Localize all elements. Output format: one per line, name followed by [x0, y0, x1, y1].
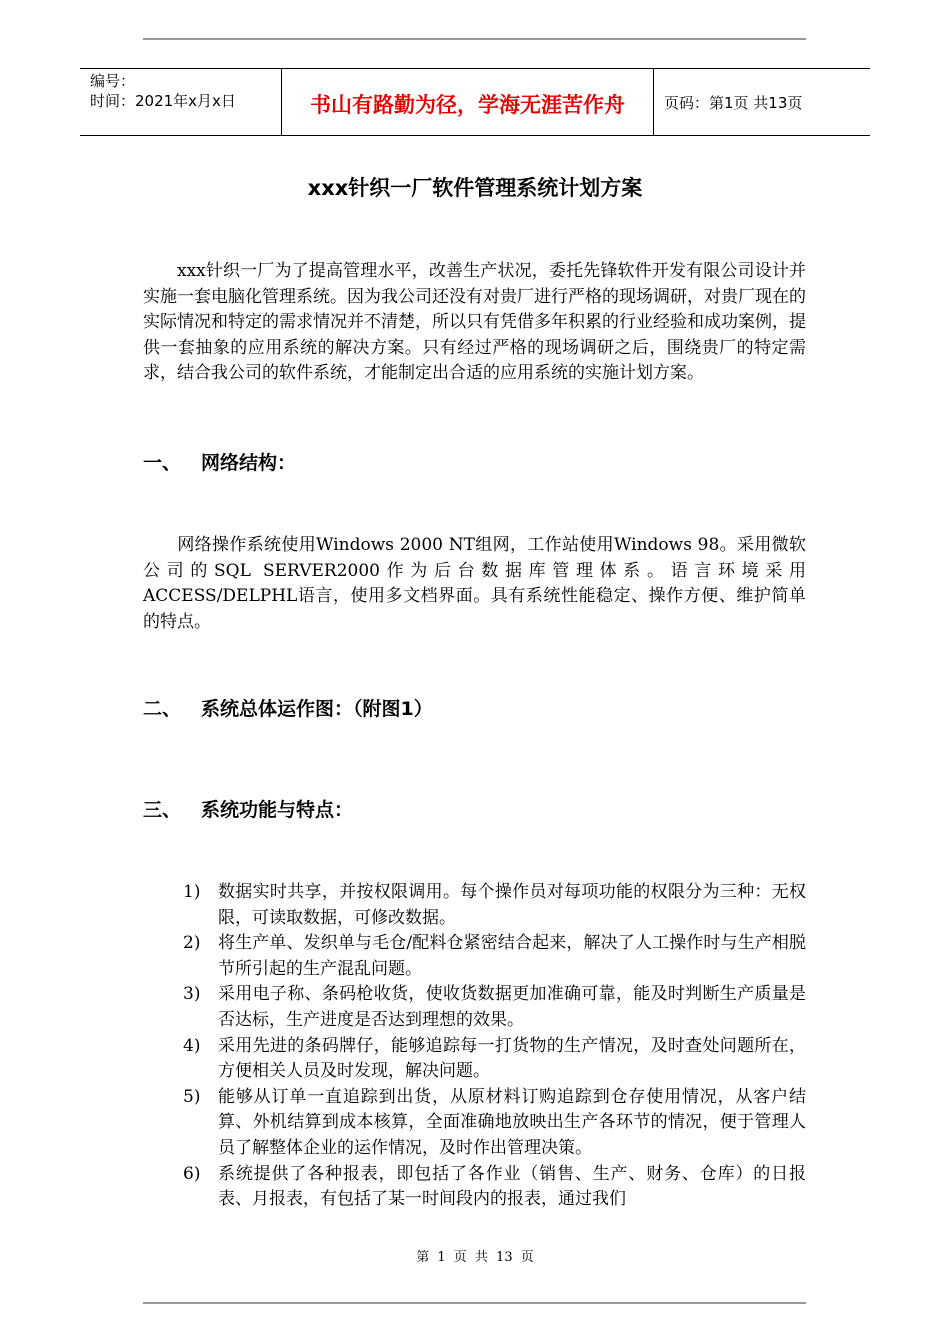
list-item-text: 系统提供了各种报表，即包括了各作业（销售、生产、财务、仓库）的日报表、月报表，有包括了某一时间段内的报表，通过我们: [218, 1163, 806, 1210]
section-title: 网络结构：: [201, 452, 297, 474]
list-item: [143, 1085, 806, 1162]
section-heading-overview: [143, 694, 433, 721]
header-motto-cell: [282, 69, 654, 135]
list-item-number: 2): [183, 933, 201, 954]
feature-list: [143, 880, 806, 1213]
section-title: 系统总体运作图：（附图1）: [201, 698, 433, 720]
header-page-cell: [654, 69, 870, 135]
section-number: 一、: [143, 452, 182, 474]
intro-text: xxx针织一厂为了提高管理水平，改善生产状况，委托先锋软件开发有限公司设计并实施一套电脑化管理系统。因为我公司还没有对贵厂进行严格的现场调研，对贵厂现在的实际情况和特定的需求情况并不清楚，所以只有凭借多年积累的行业经验和成功案例，提供一套抽象的应用系统的解决方案。只有经过严格的现场调研之后，围绕贵厂的特定需求，结合我公司的软件系统，才能制定出合适的应用系统的实施计划方案。: [143, 261, 806, 384]
bottom-rule: [143, 1302, 806, 1304]
header-table: [80, 68, 870, 136]
section-heading-network: [143, 448, 296, 475]
network-text: 网络操作系统使用Windows 2000 NT组网，工作站使用Windows 98。采用微软公司的SQL SERVER2000作为后台数据库管理体系。语言环境采用ACCESS/DELPHL语言，使用多文档界面。具有系统性能稳定、操作方便、维护简单的特点。: [143, 535, 806, 632]
list-item: [143, 982, 806, 1033]
document-title: xxx针织一厂软件管理系统计划方案: [307, 176, 643, 200]
network-paragraph: [143, 533, 806, 635]
section-title: 系统功能与特点：: [201, 799, 354, 821]
section-number: 二、: [143, 698, 182, 720]
time-label: 时间：2021年x月x日: [90, 92, 236, 110]
list-item-number: 5): [183, 1086, 201, 1107]
list-item-number: 3): [183, 984, 201, 1005]
list-item: [143, 1162, 806, 1213]
list-item-number: 6): [183, 1163, 201, 1184]
page-footer: 第 1 页 共 13 页: [416, 1250, 534, 1265]
list-item-number: 4): [183, 1035, 201, 1056]
list-item-text: 将生产单、发织单与毛仓/配料仓紧密结合起来，解决了人工操作时与生产相脱节所引起的生产混乱问题。: [218, 933, 806, 979]
list-item-text: 采用先进的条码牌仔，能够追踪每一打货物的生产情况，及时查处问题所在，方便相关人员及时发现，解决问题。: [218, 1035, 806, 1082]
serial-label: 编号：: [90, 72, 136, 90]
list-item-text: 数据实时共享，并按权限调用。每个操作员对每项功能的权限分为三种：无权限，可读取数据，可修改数据。: [218, 882, 806, 928]
header-meta-cell: [80, 69, 282, 135]
intro-paragraph: [143, 259, 806, 387]
list-item: [143, 931, 806, 982]
list-item-number: 1): [183, 882, 201, 902]
page-info: 页码：第1页 共13页: [664, 93, 803, 112]
list-item-text: 采用电子称、条码枪收货，使收货数据更加准确可靠，能及时判断生产质量是否达标，生产进度是否达到理想的效果。: [218, 984, 806, 1030]
top-rule: [143, 38, 806, 40]
section-number: 三、: [143, 799, 182, 821]
list-item: [143, 1034, 806, 1085]
motto: 书山有路勤为径，学海无涯苦作舟: [310, 92, 625, 117]
list-item-text: 能够从订单一直追踪到出货，从原材料订购追踪到仓存使用情况，从客户结算、外机结算到成本核算，全面准确地放映出生产各环节的情况，便于管理人员了解整体企业的运作情况，及时作出管理决策。: [218, 1086, 806, 1158]
section-heading-features: [143, 795, 353, 822]
list-item: [143, 880, 806, 931]
